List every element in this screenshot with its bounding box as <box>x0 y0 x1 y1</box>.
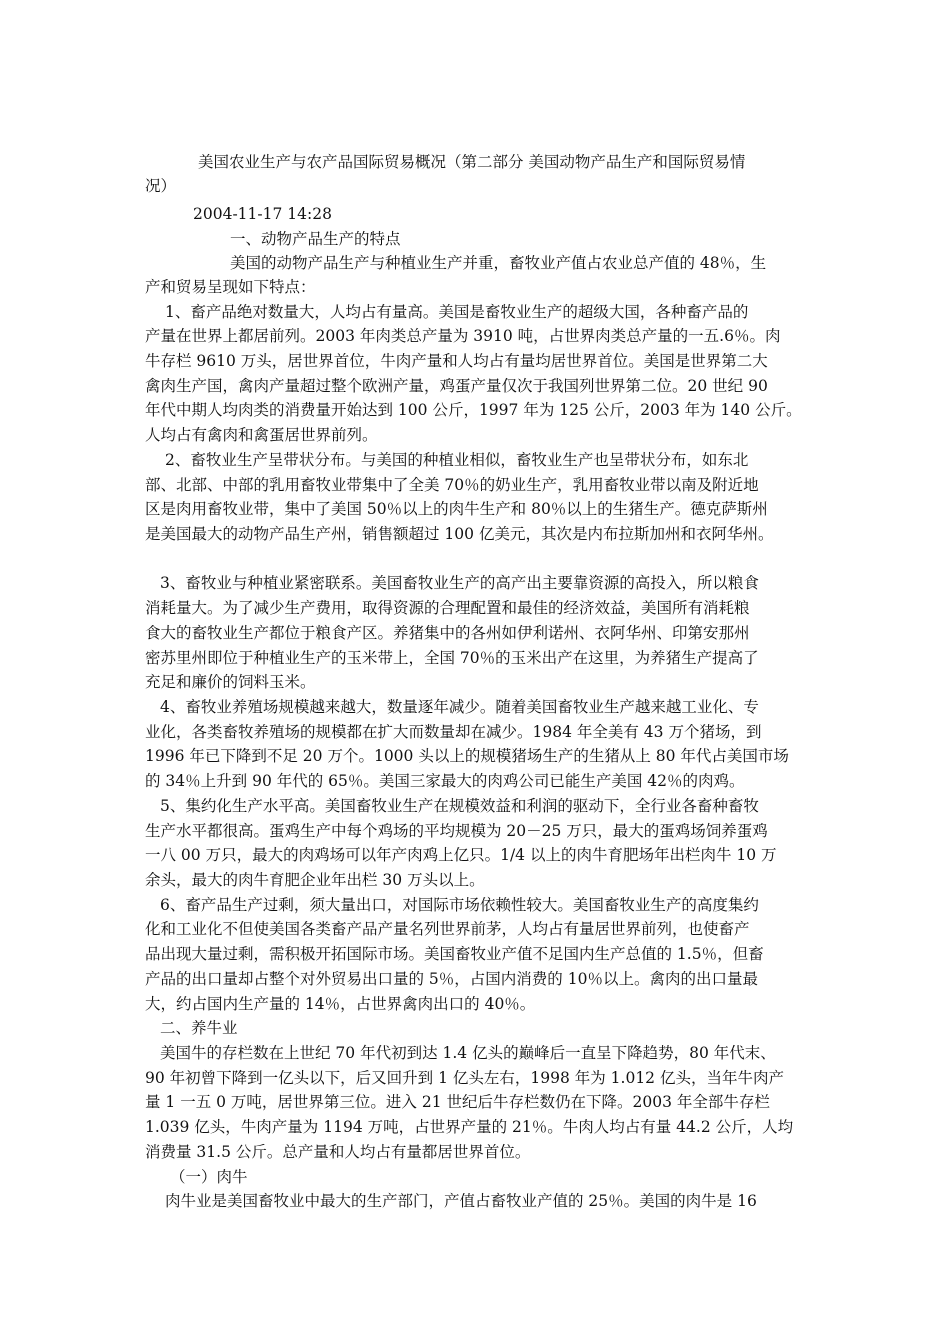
paragraph-line: 密苏里州即位于种植业生产的玉米带上，全国 70％的玉米出产在这里，为养猪生产提高了 <box>145 649 759 667</box>
paragraph-line: 的 34％上升到 90 年代的 65％。美国三家最大的肉鸡公司已能生产美国 42％的肉鸡。 <box>145 772 745 790</box>
paragraph-line: 1、畜产品绝对数量大，人均占有量高。美国是畜牧业生产的超级大国，各种畜产品的 <box>165 303 749 321</box>
paragraph-line: 余头，最大的肉牛育肥企业年出栏 30 万头以上。 <box>145 871 485 889</box>
title-line-2: 况） <box>145 177 177 195</box>
paragraph-line: 区是肉用畜牧业带，集中了美国 50％以上的肉牛生产和 80％以上的生猪生产。德克萨斯州 <box>145 500 768 518</box>
section-heading-1: 一、动物产品生产的特点 <box>230 230 401 248</box>
paragraph-line: 5、集约化生产水平高。美国畜牧业生产在规模效益和利润的驱动下，全行业各畜种畜牧 <box>160 797 759 815</box>
paragraph-line: 4、畜牧业养殖场规模越来越大，数量逐年减少。随着美国畜牧业生产越来越工业化、专 <box>160 698 759 716</box>
paragraph-line: 3、畜牧业与种植业紧密联系。美国畜牧业生产的高产出主要靠资源的高投入，所以粮食 <box>160 574 759 592</box>
paragraph-line: 90 年初曾下降到一亿头以下，后又回升到 1 亿头左右，1998 年为 1.012 亿头，当年牛肉产 <box>145 1069 784 1087</box>
paragraph-line: 品出现大量过剩，需积极开拓国际市场。美国畜牧业产值不足国内生产总值的 1.5％，但畜 <box>145 945 764 963</box>
paragraph-line: 产品的出口量却占整个对外贸易出口量的 5％，占国内消费的 10％以上。禽肉的出口量最 <box>145 970 758 988</box>
paragraph-line: 6、畜产品生产过剩，须大量出口，对国际市场依赖性较大。美国畜牧业生产的高度集约 <box>160 896 759 914</box>
section-heading-2: 二、养牛业 <box>160 1019 238 1037</box>
paragraph-line: 美国的动物产品生产与种植业生产并重，畜牧业产值占农业总产值的 48％，生 <box>230 254 767 272</box>
paragraph-line: 充足和廉价的饲料玉米。 <box>145 673 316 691</box>
paragraph-line: 产量在世界上都居前列。2003 年肉类总产量为 3910 吨，占世界肉类总产量的一五.6％。肉 <box>145 327 781 345</box>
paragraph-line: 禽肉生产国，禽肉产量超过整个欧洲产量，鸡蛋产量仅次于我国列世界第二位。20 世纪 90 <box>145 377 768 395</box>
paragraph-line: 业化，各类畜牧养殖场的规模都在扩大而数量却在减少。1984 年全美有 43 万个猪场，到 <box>145 723 762 741</box>
paragraph-line: 食大的畜牧业生产都位于粮食产区。养猪集中的各州如伊利诺州、衣阿华州、印第安那州 <box>145 624 750 642</box>
paragraph-line: 消耗量大。为了减少生产费用，取得资源的合理配置和最佳的经济效益，美国所有消耗粮 <box>145 599 750 617</box>
paragraph-line: 2、畜牧业生产呈带状分布。与美国的种植业相似，畜牧业生产也呈带状分布，如东北 <box>165 451 749 469</box>
paragraph-line: 消费量 31.5 公斤。总产量和人均占有量都居世界首位。 <box>145 1143 531 1161</box>
title-line-1: 美国农业生产与农产品国际贸易概况（第二部分 美国动物产品生产和国际贸易情 <box>198 153 746 171</box>
paragraph-line: 产和贸易呈现如下特点： <box>145 278 316 296</box>
paragraph-line: 人均占有禽肉和禽蛋居世界前列。 <box>145 426 378 444</box>
paragraph-line: 是美国最大的动物产品生产州，销售额超过 100 亿美元，其次是内布拉斯加州和衣阿华州。 <box>145 525 774 543</box>
paragraph-line: 部、北部、中部的乳用畜牧业带集中了全美 70％的奶业生产，乳用畜牧业带以南及附近地 <box>145 476 759 494</box>
paragraph-line: 大，约占国内生产量的 14％，占世界禽肉出口的 40％。 <box>145 995 536 1013</box>
paragraph-line: 生产水平都很高。蛋鸡生产中每个鸡场的平均规模为 20－25 万只，最大的蛋鸡场饲养蛋鸡 <box>145 822 768 840</box>
paragraph-line: 一八 00 万只，最大的肉鸡场可以年产肉鸡上亿只。1/4 以上的肉牛育肥场年出栏肉牛 10 万 <box>145 846 777 864</box>
paragraph-line: 美国牛的存栏数在上世纪 70 年代初到达 1.4 亿头的巅峰后一直呈下降趋势，80 年代末、 <box>160 1044 776 1062</box>
paragraph-line: 肉牛业是美国畜牧业中最大的生产部门，产值占畜牧业产值的 25％。美国的肉牛是 16 <box>165 1192 757 1210</box>
paragraph-line: 1996 年已下降到不足 20 万个。1000 头以上的规模猪场生产的生猪从上 80 年代占美国市场 <box>145 747 789 765</box>
subsection-heading: （一）肉牛 <box>170 1168 248 1186</box>
paragraph-line: 年代中期人均肉类的消费量开始达到 100 公斤，1997 年为 125 公斤，2003 年为 140 公斤。 <box>145 401 802 419</box>
datetime: 2004-11-17 14:28 <box>193 205 332 223</box>
paragraph-line: 牛存栏 9610 万头，居世界首位，牛肉产量和人均占有量均居世界首位。美国是世界第二大 <box>145 352 768 370</box>
paragraph-line: 化和工业化不但使美国各类畜产品产量名列世界前茅，人均占有量居世界前列，也使畜产 <box>145 920 750 938</box>
paragraph-line: 1.039 亿头，牛肉产量为 1194 万吨，占世界产量的 21％。牛肉人均占有量 44.2 公斤，人均 <box>145 1118 794 1136</box>
paragraph-line: 量 1 一五 0 万吨，居世界第三位。进入 21 世纪后牛存栏数仍在下降。2003 年全部牛存栏 <box>145 1093 770 1111</box>
